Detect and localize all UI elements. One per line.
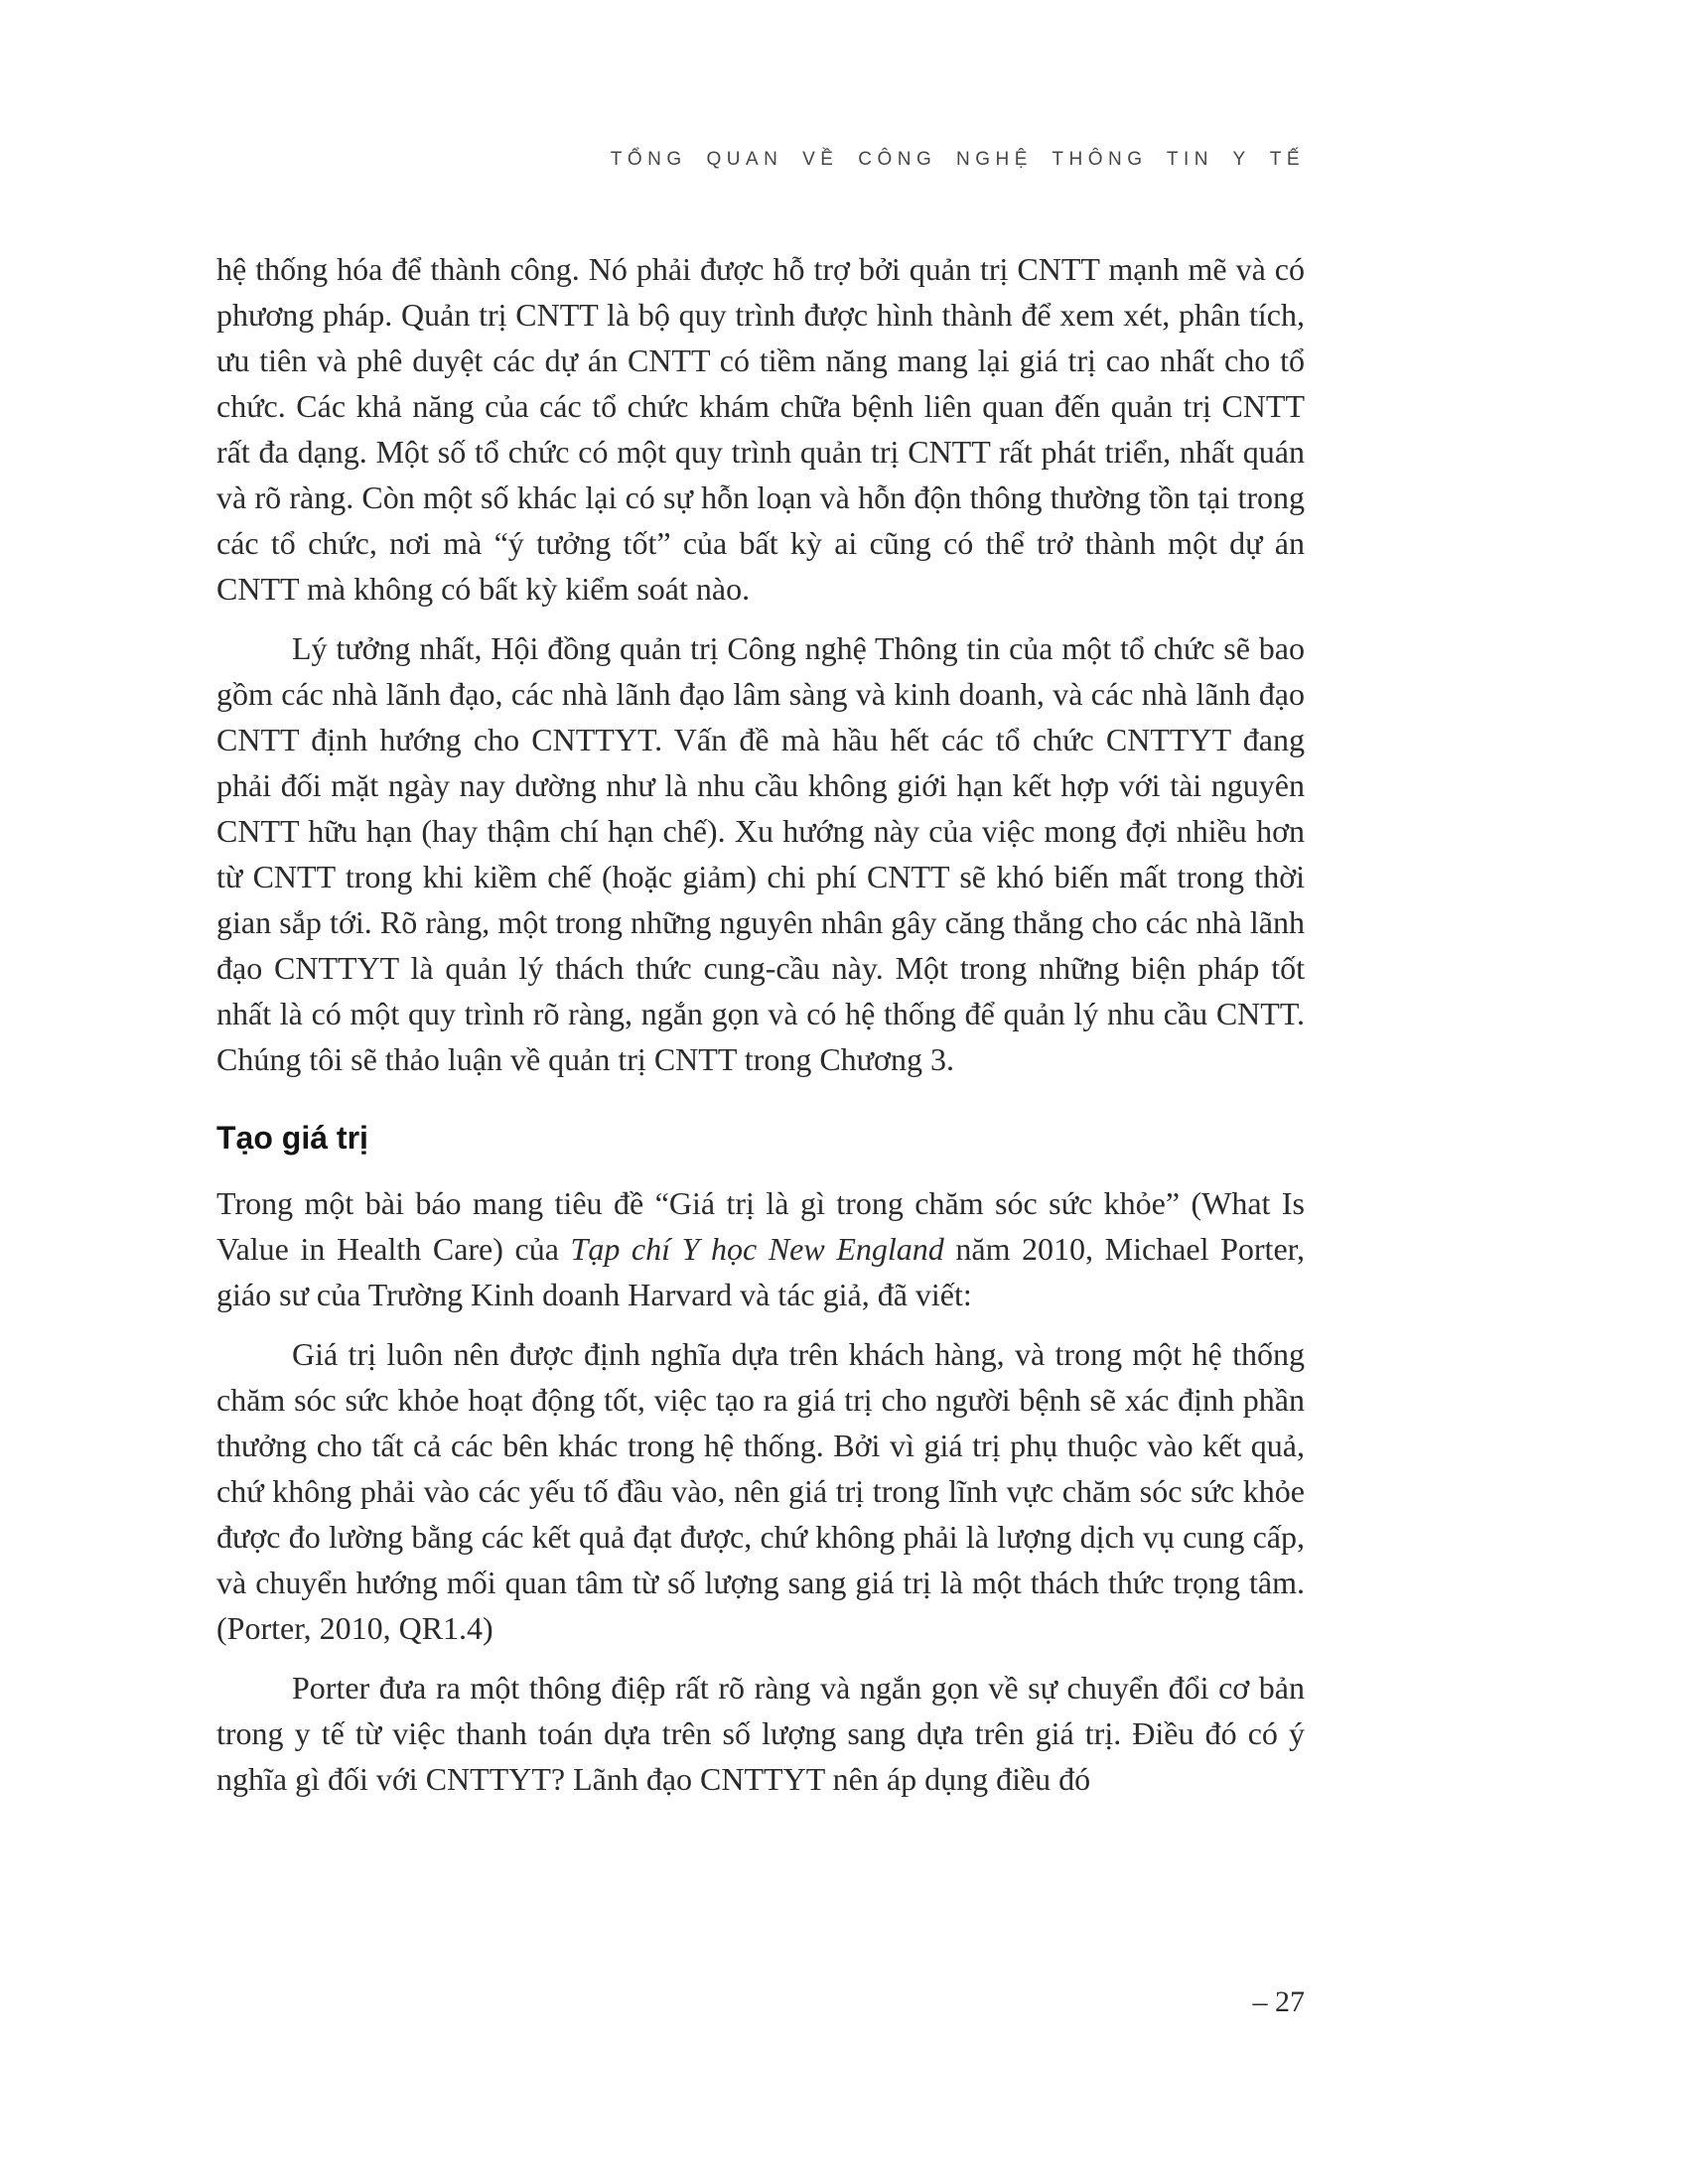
section-heading: Tạo giá trị [216, 1120, 368, 1156]
body-paragraph-3 [216, 1180, 1305, 1317]
body-paragraph-1: hệ thống hóa để thành công. Nó phải được hỗ trợ bởi quản trị CNTT mạnh mẽ và có phương pháp. Quản trị CNTT là bộ quy trình được hình thành để xem xét, phân tích, ưu tiên và phê duyệt các dự án CNTT có tiềm năng mang lại giá trị cao nhất cho tổ chức. Các khả năng của các tổ chức khám chữa bệnh liên quan đến quản trị CNTT rất đa dạng. Một số tổ chức có một quy trình quản trị CNTT rất phát triển, nhất quán và rõ ràng. Còn một số khác lại có sự hỗn loạn và hỗn độn thông thường tồn tại trong các tổ chức, nơi mà “ý tưởng tốt” của bất kỳ ai cũng có thể trở thành một dự án CNTT mà không có bất kỳ kiểm soát nào. [216, 251, 1305, 607]
page-number: – 27 [1252, 1985, 1305, 2018]
page-content [216, 246, 1305, 1816]
paragraph-3-text-after: năm 2010, Michael Porter, giáo sư của Trường Kinh doanh Harvard và tác giả, đã viết: [216, 1231, 1306, 1312]
block-quote-paragraph: Giá trị luôn nên được định nghĩa dựa trên khách hàng, và trong một hệ thống chăm sóc sức khỏe hoạt động tốt, việc tạo ra giá trị cho người bệnh sẽ xác định phần thưởng cho tất cả các bên khác trong hệ thống. Bởi vì giá trị phụ thuộc vào kết quả, chứ không phải vào các yếu tố đầu vào, nên giá trị trong lĩnh vực chăm sóc sức khỏe được đo lường bằng các kết quả đạt được, chứ không phải là lượng dịch vụ cung cấp, và chuyển hướng mối quan tâm từ số lượng sang giá trị là một thách thức trọng tâm. (Porter, 2010, QR1.4) [216, 1336, 1305, 1646]
journal-title-italic: Tạp chí Y học New England [570, 1231, 944, 1267]
body-paragraph-2: Lý tưởng nhất, Hội đồng quản trị Công nghệ Thông tin của một tổ chức sẽ bao gồm các nhà lãnh đạo, các nhà lãnh đạo lâm sàng và kinh doanh, và các nhà lãnh đạo CNTT định hướng cho CNTTYT. Vấn đề mà hầu hết các tổ chức CNTTYT đang phải đối mặt ngày nay dường như là nhu cầu không giới hạn kết hợp với tài nguyên CNTT hữu hạn (hay thậm chí hạn chế). Xu hướng này của việc mong đợi nhiều hơn từ CNTT trong khi kiềm chế (hoặc giảm) chi phí CNTT sẽ khó biến mất trong thời gian sắp tới. Rõ ràng, một trong những nguyên nhân gây căng thẳng cho các nhà lãnh đạo CNTTYT là quản lý thách thức cung-cầu này. Một trong những biện pháp tốt nhất là có một quy trình rõ ràng, ngắn gọn và có hệ thống để quản lý nhu cầu CNTT. Chúng tôi sẽ thảo luận về quản trị CNTT trong Chương 3. [216, 630, 1305, 1077]
body-paragraph-5: Porter đưa ra một thông điệp rất rõ ràng và ngắn gọn về sự chuyển đổi cơ bản trong y tế từ việc thanh toán dựa trên số lượng sang dựa trên giá trị. Điều đó có ý nghĩa gì đối với CNTTYT? Lãnh đạo CNTTYT nên áp dụng điều đó [216, 1670, 1305, 1797]
paragraph-3-text-before: Trong một bài báo mang tiêu đề “Giá trị là gì trong chăm sóc sức khỏe” (What Is Value in Health Care) của [216, 1185, 1305, 1267]
running-head-title: TỔNG QUAN VỀ CÔNG NGHỆ THÔNG TIN Y TẾ [610, 149, 1305, 170]
